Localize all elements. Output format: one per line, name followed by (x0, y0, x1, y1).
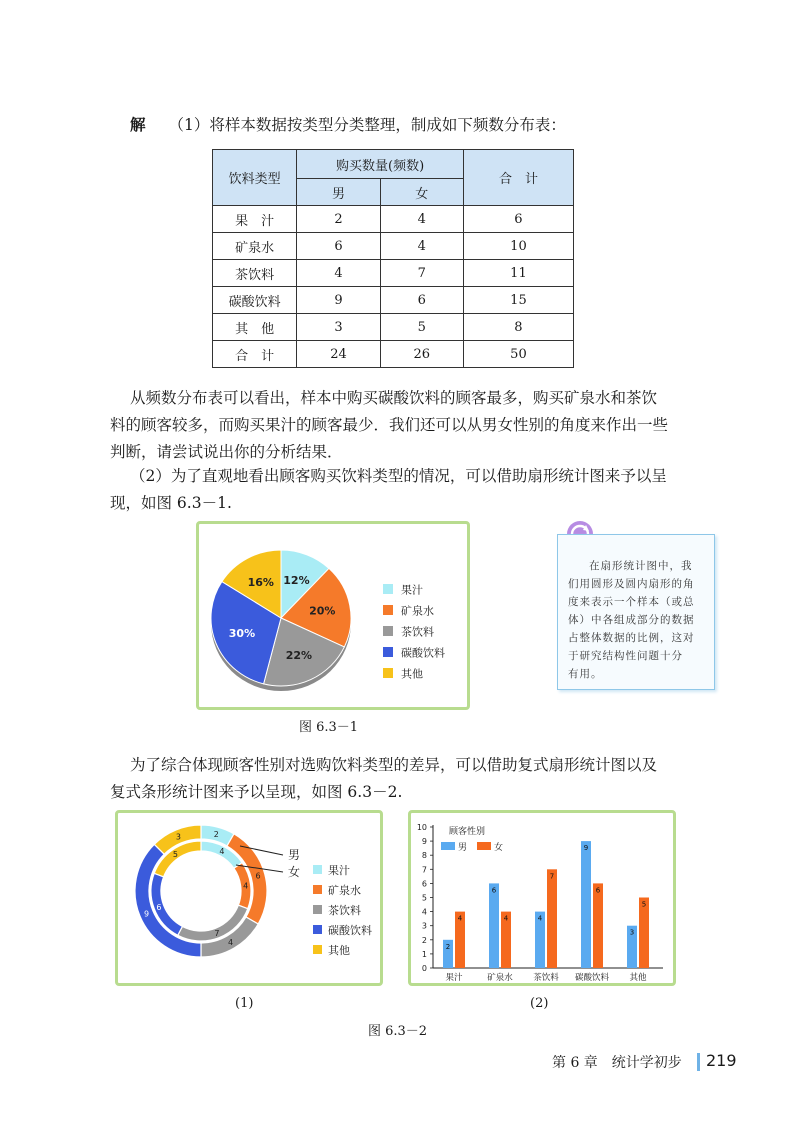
x-tick-label: 矿泉水 (487, 973, 513, 983)
cell-total: 15 (463, 287, 573, 314)
y-tick-label: 3 (421, 921, 427, 931)
x-tick-label: 茶饮料 (533, 973, 559, 983)
y-tick-label: 10 (416, 823, 427, 832)
y-tick-label: 4 (421, 907, 427, 917)
ring-value-0-4: 3 (175, 832, 181, 842)
ring-legend-label-1: 矿泉水 (328, 884, 361, 897)
x-tick-label: 果汁 (445, 973, 463, 983)
legend-label-4: 其他 (401, 667, 423, 681)
bar-value-0-2: 4 (537, 914, 543, 923)
note-line: 于研究结构性问题十分 (568, 650, 683, 662)
table-row (213, 206, 574, 233)
paragraph-2 (110, 463, 710, 517)
cell-type: 茶饮料 (213, 260, 297, 287)
y-tick-label: 5 (421, 893, 427, 903)
y-tick-label: 1 (421, 949, 427, 959)
header-type: 饮料类型 (213, 150, 297, 206)
cell-type: 果 汁 (213, 206, 297, 233)
bar-legend-swatch-1 (477, 842, 491, 850)
ring-value-0-2: 4 (227, 938, 234, 948)
bar-value-1-0: 4 (457, 914, 463, 923)
ring-legend-swatch-4 (313, 945, 322, 954)
figure-caption-1: 图 6.3－1 (299, 720, 359, 735)
ring-legend-swatch-2 (313, 905, 322, 914)
bar-0-1 (489, 883, 499, 968)
note-line: 在扇形统计图中，我 (589, 560, 693, 572)
legend-swatch-2 (383, 626, 393, 636)
bar-value-1-2: 7 (549, 872, 555, 881)
note-line: 们用圆形及圆内扇形的角 (568, 578, 695, 590)
intro-line (130, 112, 566, 139)
cell-total: 8 (463, 314, 573, 341)
legend-swatch-1 (383, 605, 393, 615)
bar-legend-label-0: 男 (458, 843, 468, 853)
ring-value-0-3: 9 (143, 909, 150, 919)
bar-value-0-3: 9 (583, 844, 589, 853)
legend-label-0: 果汁 (401, 583, 423, 597)
ring-legend-label-3: 碳酸饮料 (328, 924, 372, 937)
y-tick-label: 2 (421, 935, 427, 945)
ring-value-1-2: 7 (214, 929, 220, 939)
bar-legend-title: 顾客性别 (449, 827, 486, 837)
cell-female: 7 (380, 260, 463, 287)
bar-chart (411, 813, 673, 983)
ring-value-0-1: 6 (255, 871, 261, 881)
note-line: 度来表示一个样本（或总 (568, 596, 695, 608)
male-callout-label: 男 (288, 848, 301, 862)
note-box (557, 534, 715, 690)
header-buy: 购买数量(频数) (297, 150, 464, 179)
bar-value-0-4: 3 (629, 928, 635, 937)
para1-line2: 料的顾客较多，而购买果汁的顾客最少．我们还可以从男女性别的角度来作出一些 (110, 416, 669, 434)
ring-value-1-4: 5 (172, 849, 178, 859)
figure-6-3-1 (196, 521, 470, 710)
x-tick-label: 其他 (629, 973, 647, 983)
para2-line2: 现，如图 6.3－1. (110, 494, 232, 512)
para3-line2: 复式条形统计图来予以呈现，如图 6.3－2. (110, 783, 403, 801)
note-line: 占整体数据的比例，这对 (568, 632, 695, 644)
table-row (213, 341, 574, 368)
cell-male: 2 (297, 206, 380, 233)
pie-label-3: 30% (228, 627, 256, 641)
ring-value-1-1: 4 (243, 881, 249, 891)
female-callout-label: 女 (288, 865, 301, 879)
cell-type: 矿泉水 (213, 233, 297, 260)
cell-female: 6 (380, 287, 463, 314)
subcaption-2: (2) (530, 996, 549, 1011)
y-tick-label: 0 (421, 964, 427, 973)
bar-value-1-4: 5 (641, 900, 647, 909)
footer-divider (697, 1053, 700, 1071)
pie-chart (199, 524, 467, 707)
footer-chapter: 第 6 章 统计学初步 (552, 1055, 682, 1071)
note-line: 体）中各组成部分的数据 (568, 614, 695, 626)
cell-male: 6 (297, 233, 380, 260)
table-row (213, 314, 574, 341)
intro-text: （1）将样本数据按类型分类整理，制成如下频数分布表： (168, 116, 566, 134)
cell-type: 合 计 (213, 341, 297, 368)
legend-label-1: 矿泉水 (401, 604, 434, 618)
frequency-table (212, 149, 574, 368)
bar-0-3 (581, 841, 591, 968)
note-text (558, 535, 714, 683)
cell-total: 10 (463, 233, 573, 260)
bar-value-1-1: 4 (503, 914, 509, 923)
figure-6-3-2-ring (115, 810, 383, 986)
cell-type: 碳酸饮料 (213, 287, 297, 314)
cell-total: 6 (463, 206, 573, 233)
cell-type: 其 他 (213, 314, 297, 341)
figure-caption-2: 图 6.3－2 (368, 1024, 428, 1039)
x-tick-label: 碳酸饮料 (574, 973, 610, 983)
paragraph-3 (110, 752, 710, 806)
cell-male: 24 (297, 341, 380, 368)
ring-legend-label-0: 果汁 (328, 864, 350, 877)
header-male: 男 (297, 179, 380, 206)
figure-6-3-2-bar (408, 810, 676, 986)
solution-label: 解 (130, 116, 146, 134)
cell-female: 4 (380, 233, 463, 260)
legend-label-3: 碳酸饮料 (401, 646, 445, 660)
table-row (213, 260, 574, 287)
table-row (213, 233, 574, 260)
ring-legend-swatch-3 (313, 925, 322, 934)
para1-line1: 从频数分布表可以看出，样本中购买碳酸饮料的顾客最多，购买矿泉水和茶饮 (130, 389, 658, 407)
table-row (213, 287, 574, 314)
ring-value-1-0: 4 (219, 847, 225, 857)
cell-female: 5 (380, 314, 463, 341)
legend-label-2: 茶饮料 (401, 625, 434, 639)
page-number: 219 (706, 1051, 737, 1070)
bar-value-1-3: 6 (595, 886, 601, 895)
header-female: 女 (380, 179, 463, 206)
ring-legend-swatch-0 (313, 865, 322, 874)
ring-legend-swatch-1 (313, 885, 322, 894)
y-tick-label: 7 (421, 865, 427, 875)
bar-legend-swatch-0 (441, 842, 455, 850)
cell-male: 3 (297, 314, 380, 341)
pie-label-4: 16% (247, 576, 274, 590)
cell-female: 26 (380, 341, 463, 368)
pie-label-2: 22% (285, 648, 313, 662)
y-tick-label: 6 (421, 879, 427, 889)
para3-line1: 为了综合体现顾客性别对选购饮料类型的差异，可以借助复式扇形统计图以及 (130, 756, 658, 774)
cell-total: 50 (463, 341, 573, 368)
header-total: 合 计 (463, 150, 573, 206)
paragraph-1 (110, 385, 710, 466)
ring-value-1-3: 6 (156, 902, 162, 912)
cell-female: 4 (380, 206, 463, 233)
bar-1-2 (547, 869, 557, 968)
legend-swatch-3 (383, 647, 393, 657)
y-tick-label: 8 (421, 851, 427, 861)
ring-legend-label-2: 茶饮料 (328, 904, 361, 917)
bar-value-0-1: 6 (491, 886, 497, 895)
bar-value-0-0: 2 (445, 942, 451, 951)
cell-male: 4 (297, 260, 380, 287)
subcaption-1: (1) (235, 996, 254, 1011)
para2-line1: （2）为了直观地看出顾客购买饮料类型的情况，可以借助扇形统计图来予以呈 (130, 467, 667, 485)
cell-male: 9 (297, 287, 380, 314)
para1-line3: 判断，请尝试说出你的分析结果． (110, 443, 343, 461)
bar-legend-label-1: 女 (494, 843, 504, 853)
pie-label-0: 12% (283, 574, 310, 588)
legend-swatch-4 (383, 668, 393, 678)
bar-1-3 (593, 883, 603, 968)
legend-swatch-0 (383, 584, 393, 594)
pie-label-1: 20% (309, 604, 336, 618)
y-tick-label: 9 (421, 837, 427, 847)
ring-chart (118, 813, 380, 983)
cell-total: 11 (463, 260, 573, 287)
ring-legend-label-4: 其他 (328, 944, 350, 957)
ring-value-0-0: 2 (213, 830, 219, 840)
note-line: 有用。 (568, 668, 603, 680)
